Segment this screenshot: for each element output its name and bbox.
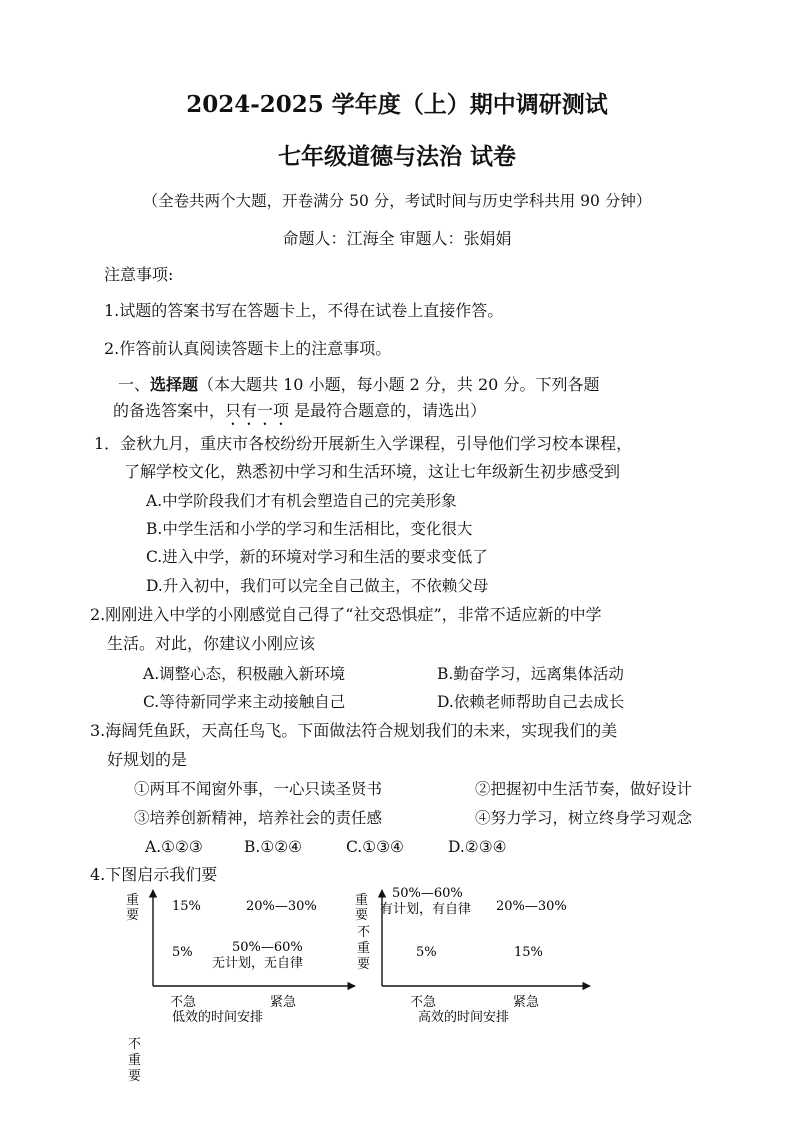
question-stem: 了解学校文化，熟悉初中学习和生活环境，这让七年级新生初步感受到 bbox=[124, 462, 621, 481]
option-c: C.进入中学，新的环境对学习和生活的要求变低了 bbox=[146, 548, 488, 566]
option-d: D.升入初中，我们可以完全自己做主，不依赖父母 bbox=[146, 577, 489, 595]
x-label-left: 不急 bbox=[410, 995, 437, 1010]
question-stem: 2.刚刚进入中学的小刚感觉自己得了“社交恐惧症”，非常不适应新的中学 bbox=[90, 605, 602, 624]
option-c: C.①③④ bbox=[346, 838, 404, 856]
cell-important-not-urgent: 50%—60% bbox=[392, 886, 463, 901]
statement: ④努力学习，树立终身学习观念 bbox=[475, 809, 693, 827]
chart-inefficient bbox=[126, 890, 355, 1084]
cell-important-not-urgent-note: 有计划，有自律 bbox=[380, 902, 472, 917]
chart-efficient bbox=[355, 886, 590, 1025]
time-management-figures bbox=[120, 884, 700, 1084]
emphasis-only-one: 只有一项 bbox=[225, 401, 290, 420]
question-stem: 4.下图启示我们要 bbox=[90, 865, 218, 884]
cell-important-urgent: 20%—30% bbox=[246, 899, 317, 914]
cell-unimportant-urgent: 50%—60% bbox=[232, 940, 303, 955]
section-desc-line: 的备选答案中，只有一项 是最符合题意的，请选出） bbox=[113, 401, 487, 420]
section-desc: （本大题共 10 小题，每小题 2 分，共 20 分。下列各题 bbox=[198, 375, 600, 394]
x-label-right: 紧急 bbox=[513, 995, 540, 1010]
exam-authors: 命题人：江海全 审题人：张娟娟 bbox=[282, 229, 512, 248]
y-label-top: 重要 bbox=[126, 893, 140, 923]
exam-subtitle: 七年级道德与法治 试卷 bbox=[277, 143, 516, 170]
option-d: D.依赖老师帮助自己去成长 bbox=[437, 693, 625, 711]
y-label-top: 重要 bbox=[355, 893, 369, 923]
statement: ②把握初中生活节奏，做好设计 bbox=[475, 780, 693, 798]
section-label: 一、 bbox=[118, 375, 151, 394]
section-name: 选择题 bbox=[150, 375, 199, 394]
note-item: 1.试题的答案书写在答题卡上，不得在试卷上直接作答。 bbox=[104, 301, 504, 320]
cell-important-not-urgent: 15% bbox=[172, 899, 201, 914]
option-a: A.①②③ bbox=[145, 838, 203, 856]
section-heading bbox=[118, 374, 599, 396]
cell-unimportant-not-urgent: 5% bbox=[172, 945, 193, 960]
cell-unimportant-urgent: 15% bbox=[514, 945, 543, 960]
option-c: C.等待新同学来主动接触自己 bbox=[143, 693, 346, 711]
exam-info: （全卷共两个大题，开卷满分 50 分，考试时间与历史学科共用 90 分钟） bbox=[142, 192, 652, 210]
chart-title: 低效的时间安排 bbox=[172, 1010, 264, 1025]
cell-unimportant-not-urgent: 5% bbox=[416, 945, 437, 960]
question-stem: 生活。对此，你建议小刚应该 bbox=[107, 634, 316, 653]
y-label-bottom: 不重要 bbox=[357, 925, 371, 972]
question-stem: 好规划的是 bbox=[107, 750, 188, 769]
x-label-left: 不急 bbox=[170, 995, 197, 1010]
cell-important-urgent: 20%—30% bbox=[496, 899, 567, 914]
option-b: B.中学生活和小学的学习和生活相比，变化很大 bbox=[146, 520, 473, 538]
exam-title: 2024-2025 学年度（上）期中调研测试 bbox=[186, 91, 608, 118]
cell-unimportant-urgent-note: 无计划，无自律 bbox=[212, 956, 304, 971]
statement: ③培养创新精神，培养社会的责任感 bbox=[134, 809, 383, 827]
statement: ①两耳不闻窗外事，一心只读圣贤书 bbox=[134, 780, 383, 798]
notes-heading: 注意事项: bbox=[104, 265, 174, 284]
option-d: D.②③④ bbox=[448, 838, 507, 856]
option-b: B.勤奋学习，远离集体活动 bbox=[437, 665, 624, 683]
chart-title: 高效的时间安排 bbox=[418, 1010, 510, 1025]
option-b: B.①②④ bbox=[244, 838, 303, 856]
question-stem: 1．金秋九月，重庆市各校纷纷开展新生入学课程，引导他们学习校本课程， bbox=[94, 434, 633, 453]
option-a: A.中学阶段我们才有机会塑造自己的完美形象 bbox=[146, 492, 457, 510]
question-stem: 3.海阔凭鱼跃，天高任鸟飞。下面做法符合规划我们的未来，实现我们的美 bbox=[90, 721, 618, 740]
note-item: 2.作答前认真阅读答题卡上的注意事项。 bbox=[104, 339, 392, 358]
option-a: A.调整心态，积极融入新环境 bbox=[143, 665, 346, 683]
x-label-right: 紧急 bbox=[270, 995, 297, 1010]
y-label-bottom: 不重要 bbox=[128, 1037, 142, 1084]
